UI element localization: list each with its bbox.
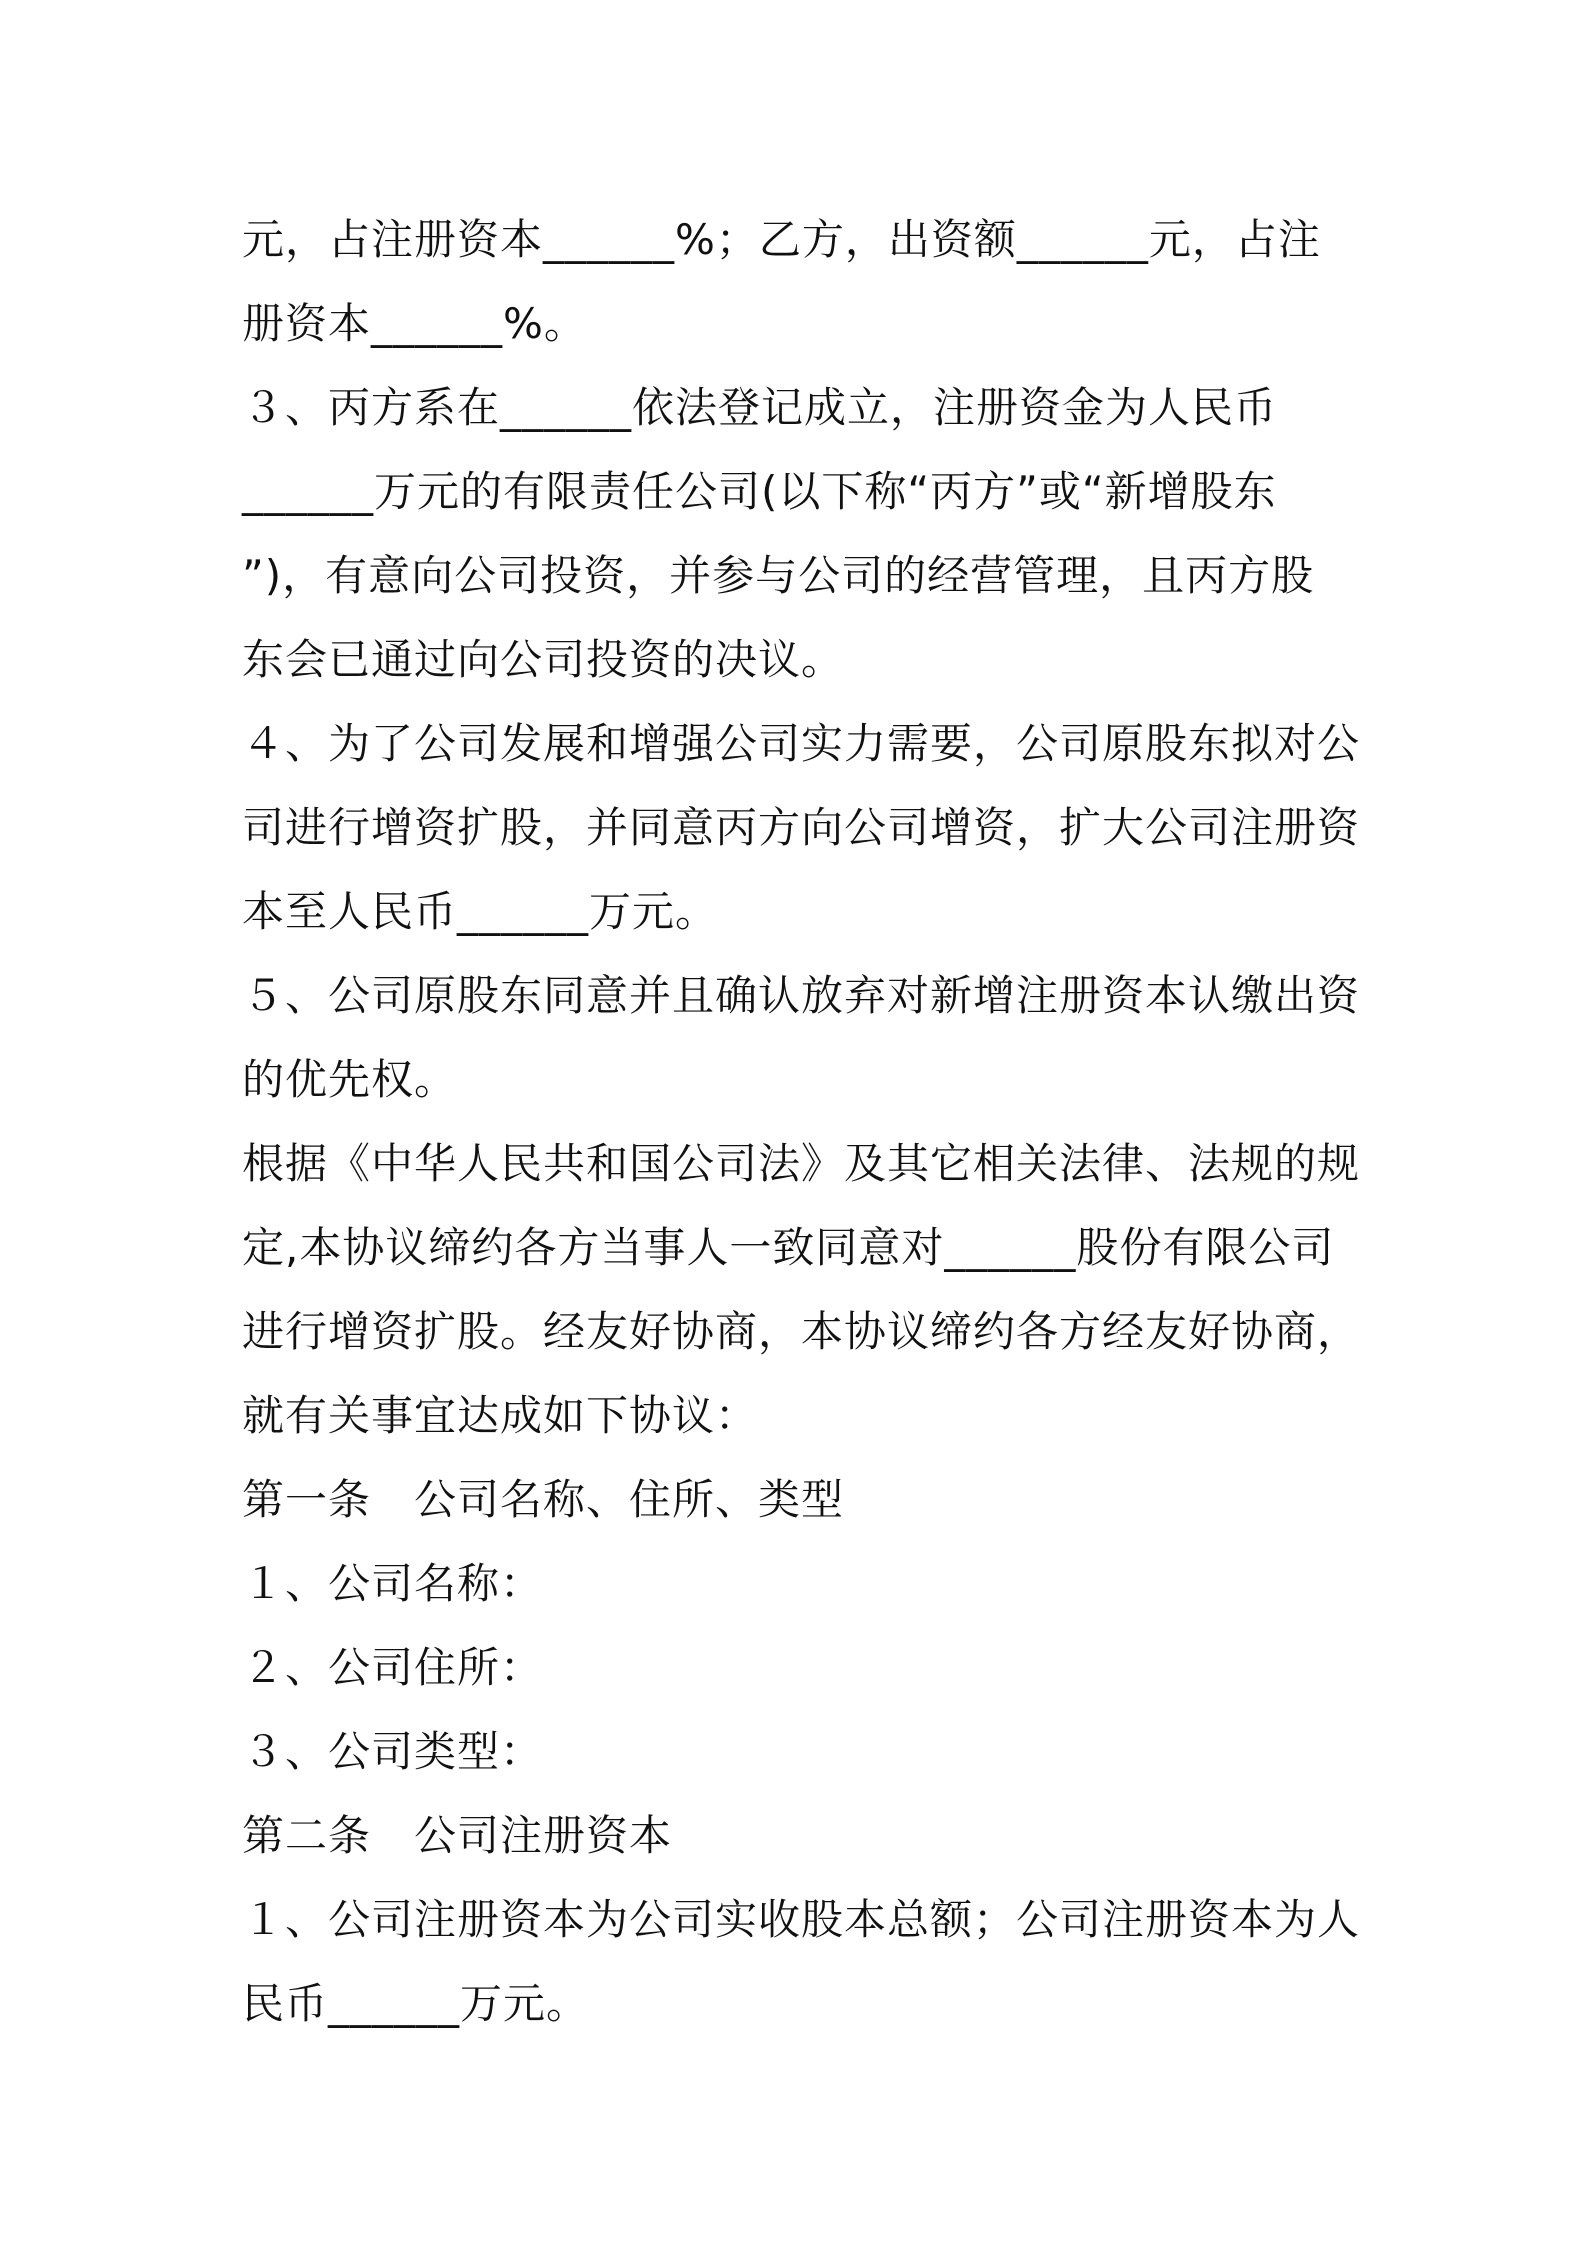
text-line: 册资本______%。 xyxy=(242,299,587,348)
text-line: ３、丙方系在______依法登记成立，注册资金为人民币 xyxy=(242,383,1278,432)
text-line: ２、公司住所： xyxy=(242,1643,544,1692)
text-line: 的优先权。 xyxy=(242,1055,458,1104)
text-line: 本至人民币______万元。 xyxy=(242,887,719,936)
text-line: 司进行增资扩股，并同意丙方向公司增资，扩大公司注册资 xyxy=(242,803,1361,852)
text-line: ３、公司类型： xyxy=(242,1727,544,1776)
text-line: 元，占注册资本______%；乙方，出资额______元，占注 xyxy=(242,215,1321,264)
section-heading: 第二条 公司注册资本 xyxy=(242,1811,673,1860)
text-line: 根据《中华人民共和国公司法》及其它相关法律、法规的规 xyxy=(242,1139,1361,1188)
text-line: ”)，有意向公司投资，并参与公司的经营管理，且丙方股 xyxy=(242,551,1315,600)
text-line: ４、为了公司发展和增强公司实力需要，公司原股东拟对公 xyxy=(242,719,1361,768)
text-line: 就有关事宜达成如下协议： xyxy=(242,1391,759,1440)
text-line: 定,本协议缔约各方当事人一致同意对______股份有限公司 xyxy=(242,1223,1335,1272)
text-line: １、公司注册资本为公司实收股本总额；公司注册资本为人 xyxy=(242,1895,1361,1944)
text-line: 东会已通过向公司投资的决议。 xyxy=(242,635,845,684)
document-page xyxy=(242,198,1362,2046)
text-line: １、公司名称： xyxy=(242,1559,544,1608)
text-line: 民币______万元。 xyxy=(242,1979,590,2028)
text-line: 进行增资扩股。经友好协商，本协议缔约各方经友好协商， xyxy=(242,1307,1361,1356)
text-line: ______万元的有限责任公司(以下称“丙方”或“新增股东 xyxy=(242,467,1277,516)
text-line: ５、公司原股东同意并且确认放弃对新增注册资本认缴出资 xyxy=(242,971,1361,1020)
section-heading: 第一条 公司名称、住所、类型 xyxy=(242,1475,845,1524)
